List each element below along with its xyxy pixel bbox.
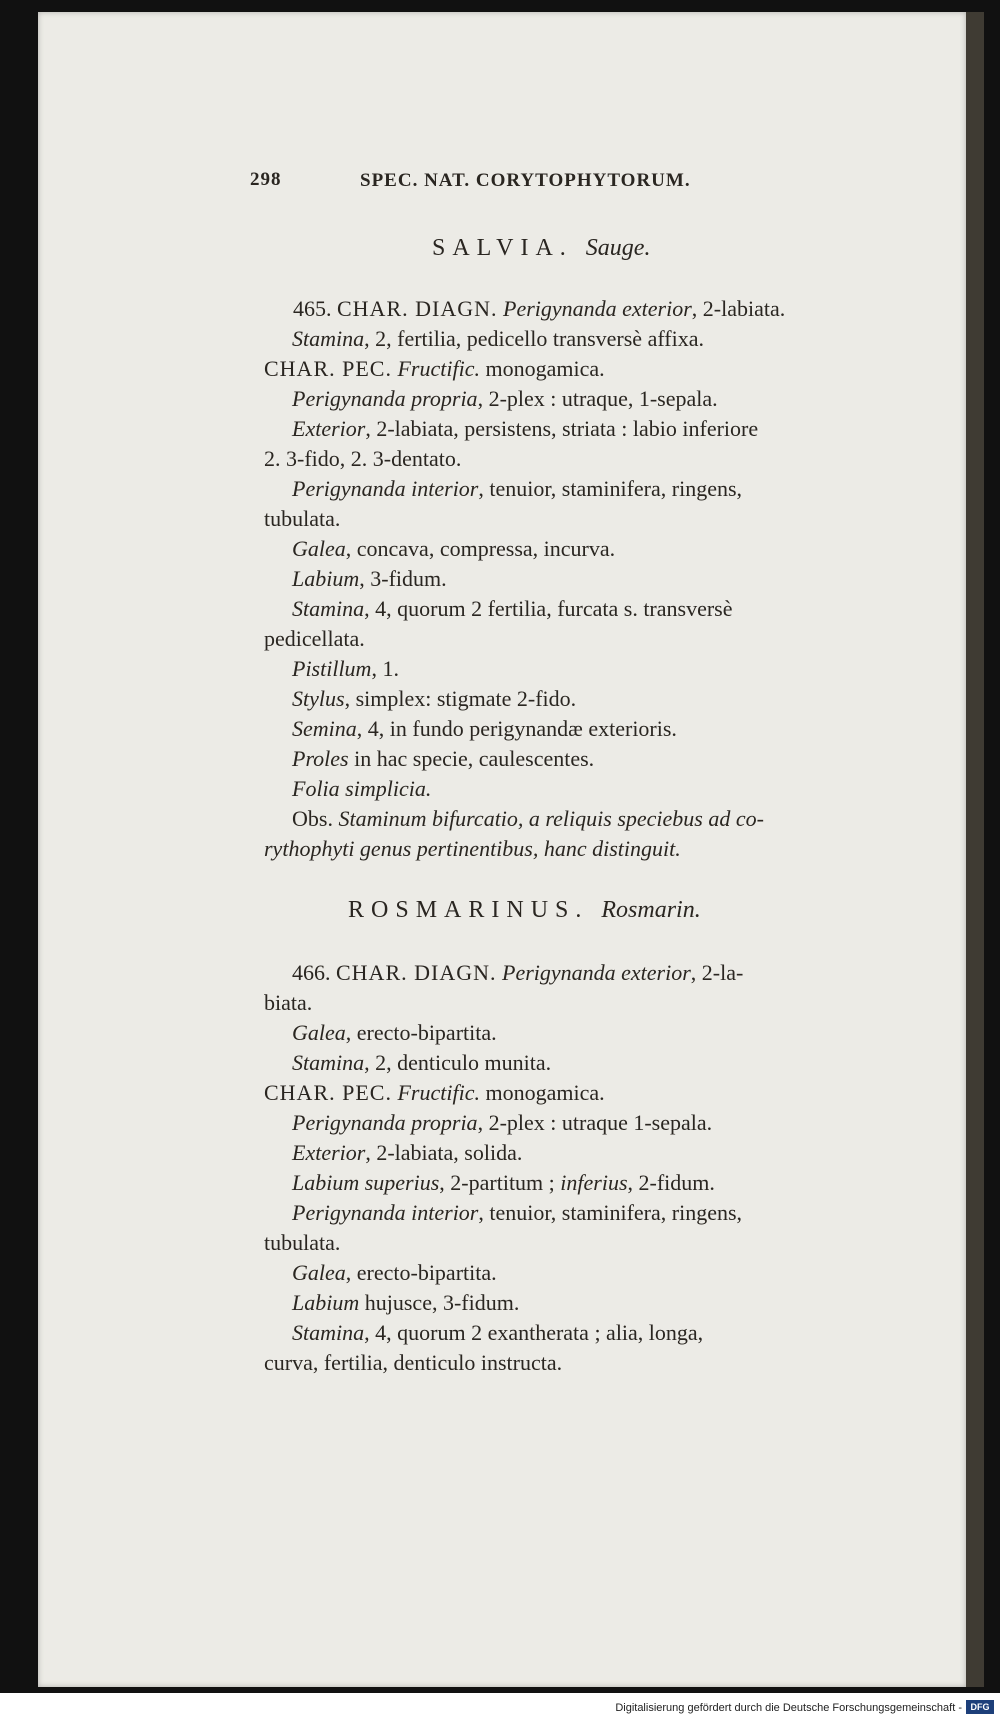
- line-italic: Stamina: [292, 596, 365, 621]
- line-text: in hac specie, caulescentes.: [348, 746, 595, 771]
- line-text: , tenuior, staminifera, ringens,: [478, 476, 743, 501]
- line-text: , 1.: [371, 656, 399, 681]
- entry-line: [292, 598, 733, 620]
- line-text: , 3-fidum.: [359, 566, 447, 591]
- line-text: pedicellata.: [264, 626, 365, 651]
- entry-line: [292, 962, 743, 984]
- line-text: , 4, quorum 2 exantherata ; alia, longa,: [364, 1320, 704, 1345]
- dfg-logo-icon: DFG: [966, 1700, 994, 1714]
- entry-line: [292, 328, 704, 350]
- line-text: curva, fertilia, denticulo instructa.: [264, 1350, 563, 1375]
- line-text: , tenuior, staminifera, ringens,: [478, 1200, 743, 1225]
- line-italic: inferius: [560, 1170, 628, 1195]
- line-italic: Exterior: [292, 1140, 366, 1165]
- entry-line: [264, 838, 681, 860]
- entry-line: [264, 992, 312, 1014]
- line-italic: Stamina: [292, 1320, 365, 1345]
- section-heading-salvia: [432, 236, 650, 260]
- line-text: , 2-labiata.: [691, 296, 786, 321]
- entry-line: [264, 448, 461, 470]
- line-text: hujusce, 3-fidum.: [359, 1290, 520, 1315]
- line-italic: Stylus: [292, 686, 345, 711]
- line-lead: CHAR. PEC.: [264, 356, 392, 381]
- page-edge: [966, 12, 984, 1687]
- section-heading-rosmarinus: [348, 898, 701, 922]
- entry-line: [264, 1352, 562, 1374]
- entry-line: [292, 538, 615, 560]
- line-lead: CHAR. DIAGN.: [336, 960, 497, 985]
- line-text: , 2-la-: [690, 960, 744, 985]
- line-text: tubulata.: [264, 1230, 341, 1255]
- heading-german: Rosmarin.: [601, 897, 701, 923]
- entry-line: [292, 688, 576, 710]
- line-text: , erecto-bipartita.: [345, 1020, 497, 1045]
- running-title: SPEC. NAT. CORYTOPHYTORUM.: [360, 170, 691, 191]
- line-text: , 2-fidum.: [627, 1170, 715, 1195]
- line-italic: Semina: [292, 716, 357, 741]
- line-text: , 2, fertilia, pedicello transversè affixa.: [364, 326, 704, 351]
- line-italic: Perigynanda propria: [292, 1110, 478, 1135]
- line-italic: Proles: [292, 746, 349, 771]
- line-italic: Exterior: [292, 416, 366, 441]
- heading-german: Sauge.: [585, 235, 651, 261]
- entry-line: [292, 1292, 519, 1314]
- line-text: , simplex: stigmate 2-fido.: [344, 686, 577, 711]
- line-italic: Galea: [292, 536, 346, 561]
- digitization-credit: Digitalisierung gefördert durch die Deutsche Forschungsgemeinschaft -: [615, 1702, 962, 1714]
- heading-latin: ROSMARINUS.: [348, 897, 589, 923]
- line-italic: Stamina: [292, 1050, 365, 1075]
- line-italic: Galea: [292, 1260, 346, 1285]
- entry-line: [292, 1142, 522, 1164]
- entry-line: [292, 1172, 715, 1194]
- line-italic: Stamina: [292, 326, 365, 351]
- entry-line: [264, 508, 340, 530]
- line-italic: Fructific.: [397, 356, 480, 381]
- line-text: , 2-plex : utraque, 1-sepala.: [477, 386, 718, 411]
- heading-latin: SALVIA.: [432, 235, 573, 261]
- entry-line: [264, 1232, 340, 1254]
- line-text: , 4, quorum 2 fertilia, furcata s. transversè: [364, 596, 733, 621]
- entry-line: [264, 628, 365, 650]
- entry-line: [264, 358, 605, 380]
- line-italic: rythophyti genus pertinentibus, hanc distinguit.: [264, 836, 681, 861]
- line-lead: CHAR. PEC.: [264, 1080, 392, 1105]
- line-text: 2. 3-fido, 2. 3-dentato.: [264, 446, 462, 471]
- entry-number: 465.: [293, 296, 332, 321]
- line-text: , 2-plex : utraque 1-sepala.: [477, 1110, 713, 1135]
- line-text: , 4, in fundo perigynandæ exterioris.: [356, 716, 677, 741]
- entry-line: [292, 418, 758, 440]
- entry-line: [292, 1202, 742, 1224]
- line-italic: Staminum bifurcatio, a reliquis speciebus ad co-: [338, 806, 764, 831]
- entry-line: [292, 748, 594, 770]
- entry-line: [292, 388, 718, 410]
- line-text: tubulata.: [264, 506, 341, 531]
- line-text: , 2-labiata, persistens, striata : labio inferiore: [365, 416, 759, 441]
- line-italic: Perigynanda interior: [292, 1200, 479, 1225]
- entry-line: [264, 1082, 605, 1104]
- line-text: , 2-partitum ;: [439, 1170, 561, 1195]
- line-text: , 2-labiata, solida.: [365, 1140, 523, 1165]
- line-italic: Folia simplicia.: [292, 776, 432, 801]
- line-italic: Perigynanda interior: [292, 476, 479, 501]
- line-text: monogamica.: [479, 356, 605, 381]
- line-italic: Pistillum: [292, 656, 372, 681]
- line-italic: Labium superius: [292, 1170, 440, 1195]
- line-italic: Perigynanda exterior: [502, 960, 691, 985]
- entry-number: 466.: [292, 960, 331, 985]
- line-text: , 2, denticulo munita.: [364, 1050, 552, 1075]
- line-italic: Fructific.: [397, 1080, 480, 1105]
- entry-line: [292, 778, 431, 800]
- entry-line: [293, 298, 785, 320]
- entry-line: [292, 478, 742, 500]
- entry-line: [292, 1052, 551, 1074]
- entry-line: [292, 1322, 703, 1344]
- entry-line: [292, 658, 399, 680]
- entry-line: [292, 1022, 497, 1044]
- line-text: , erecto-bipartita.: [345, 1260, 497, 1285]
- entry-line: [292, 718, 677, 740]
- line-italic: Labium: [292, 1290, 360, 1315]
- entry-line: [292, 1112, 712, 1134]
- line-text: biata.: [264, 990, 313, 1015]
- line-italic: Labium: [292, 566, 360, 591]
- line-italic: Galea: [292, 1020, 346, 1045]
- entry-line: [292, 1262, 497, 1284]
- entry-line: [292, 808, 764, 830]
- page-number: 298: [250, 169, 282, 190]
- line-italic: Perigynanda exterior: [503, 296, 692, 321]
- line-lead: CHAR. DIAGN.: [337, 296, 498, 321]
- line-italic: Perigynanda propria: [292, 386, 478, 411]
- line-text: , concava, compressa, incurva.: [345, 536, 616, 561]
- line-lead: Obs.: [292, 806, 333, 831]
- line-text: monogamica.: [479, 1080, 605, 1105]
- entry-line: [292, 568, 447, 590]
